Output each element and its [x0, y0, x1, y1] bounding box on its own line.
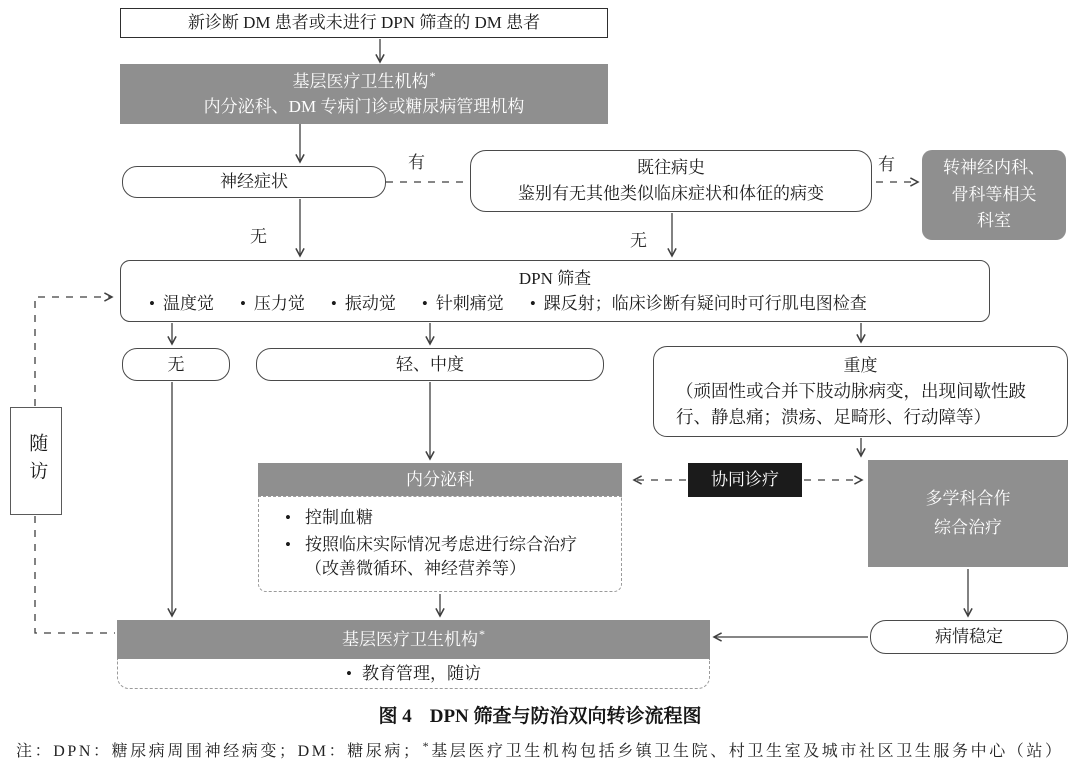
node-primary-org-subtitle: 内分泌科、DM 专病门诊或糖尿病管理机构: [203, 97, 525, 116]
endocrine-item: • 按照临床实际情况考虑进行综合治疗（改善微循环、神经营养等）: [285, 533, 609, 582]
node-history-title: 既往病史: [637, 157, 705, 177]
node-referral: [922, 150, 1066, 240]
node-dpn-screen-title: DPN 筛查: [518, 268, 592, 288]
edge-label-yes-referral: 有: [878, 155, 895, 174]
bullet-icon: •: [529, 294, 536, 313]
dpn-item: • 压力觉: [239, 294, 305, 313]
dpn-item: • 踝反射；临床诊断有疑问时可行肌电图检查: [529, 294, 867, 313]
node-followup: [10, 407, 62, 515]
node-primary-org: [120, 64, 608, 124]
asterisk-mark: *: [429, 68, 436, 83]
bullet-icon: •: [239, 294, 246, 313]
node-collab-label: 协同诊疗: [711, 470, 779, 490]
figure-caption-number: 图 4: [378, 706, 412, 727]
edge-followup-to-community: [35, 516, 115, 633]
node-endocrine-header: [258, 463, 622, 496]
node-severe-detail: （顽固性或合并下肢动脉病变，出现间歇性跛行、静息痛；溃疡、足畸形、行动障等）: [676, 381, 1026, 428]
node-endocrine-body: [258, 496, 622, 592]
figure-caption: [0, 701, 1080, 728]
node-start: [120, 8, 608, 38]
node-community-org-title: 基层医疗卫生机构*: [342, 627, 485, 649]
bullet-icon: •: [346, 663, 352, 683]
edge-label-no-history: 无: [630, 231, 647, 250]
bullet-icon: •: [421, 294, 428, 313]
bullet-icon: •: [285, 534, 291, 554]
figure-caption-text: DPN 筛查与防治双向转诊流程图: [429, 706, 702, 727]
asterisk-mark: *: [422, 738, 432, 753]
node-collab: [688, 463, 802, 497]
node-dpn-screen-items: [121, 291, 989, 317]
node-community-org-item: 教育管理，随访: [361, 663, 481, 683]
edge-followup-to-dpn: [35, 297, 112, 406]
node-neuro-symptoms-label: 神经症状: [220, 172, 288, 192]
edge-label-yes-history: 有: [408, 153, 425, 172]
node-referral-line2: 骨科等相关: [951, 184, 1037, 204]
node-stable: [870, 620, 1068, 654]
edge-label-no-symptoms: 无: [250, 227, 267, 246]
node-multi-line1: 多学科合作: [925, 488, 1011, 508]
node-severe-title: 重度: [843, 355, 878, 375]
bullet-icon: •: [285, 508, 291, 527]
bullet-icon: •: [149, 294, 155, 313]
node-mild-label: 轻、中度: [396, 354, 464, 374]
dpn-item: • 针刺痛觉: [421, 294, 504, 313]
node-history-subtitle: 鉴别有无其他类似临床症状和体征的病变: [518, 184, 824, 203]
node-dpn-screen: [120, 260, 990, 322]
node-mild: [256, 348, 604, 381]
node-community-org-header: [117, 620, 710, 659]
node-start-label: 新诊断 DM 患者或未进行 DPN 筛查的 DM 患者: [187, 13, 541, 33]
dpn-item: • 温度觉: [149, 294, 214, 313]
dpn-item: • 振动觉: [330, 294, 396, 313]
bullet-icon: •: [330, 294, 337, 313]
node-severe: [653, 346, 1068, 437]
figure-footnote: 注：DPN：糖尿病周围神经病变；DM：糖尿病；*基层医疗卫生机构包括乡镇卫生院、村卫生室及城市社区卫生服务中心（站）: [16, 738, 1064, 760]
node-primary-org-title: 基层医疗卫生机构*: [292, 68, 436, 91]
node-history: [470, 150, 872, 212]
node-none: [122, 348, 230, 381]
node-endocrine-title: 内分泌科: [406, 469, 474, 489]
node-referral-line1: 转神经内科、: [943, 158, 1045, 178]
node-multidisciplinary: [868, 460, 1068, 567]
asterisk-mark: *: [479, 627, 485, 642]
endocrine-item: • 控制血糖: [285, 506, 609, 531]
node-community-org-body: [117, 659, 710, 689]
node-none-label: 无: [167, 354, 185, 374]
node-multi-line2: 综合治疗: [934, 517, 1002, 537]
node-neuro-symptoms: [122, 166, 386, 198]
node-referral-line3: 科室: [977, 211, 1011, 231]
node-stable-label: 病情稳定: [935, 627, 1003, 647]
node-followup-label: 随访: [26, 433, 48, 489]
